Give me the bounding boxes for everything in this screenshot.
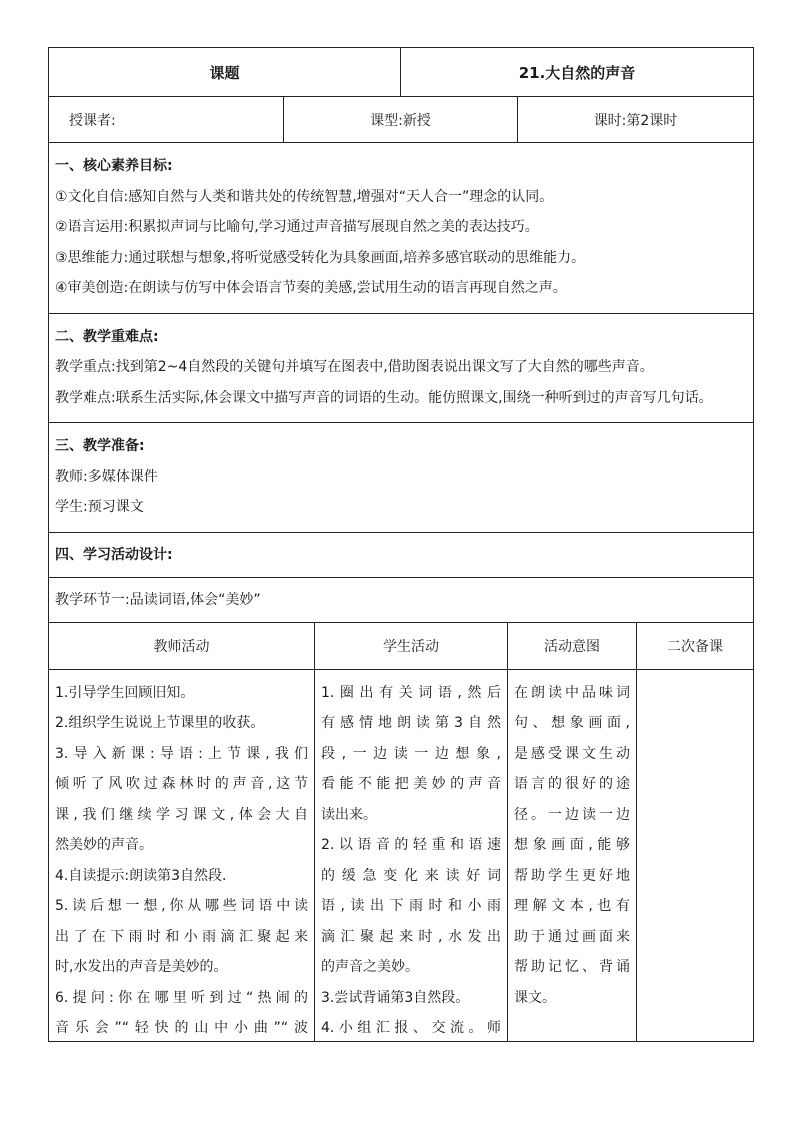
student-activity-cell	[315, 670, 508, 1041]
goal-item: ③思维能力:通过联想与想象,将听觉感受转化为具象画面,培养多感官联动的思维能力。	[55, 249, 586, 266]
activity-design-heading: 四、学习活动设计:	[49, 533, 753, 578]
info-row	[49, 97, 753, 143]
teacher-line: 倾听了风吹过森林时的声音,这节	[55, 776, 308, 792]
teaching-focus: 教学重点:找到第2~4自然段的关键句并填写在图表中,借助图表说出课文写了大自然的哪些声音。	[55, 359, 654, 375]
col-second-prep: 二次备课	[667, 638, 723, 655]
teacher-line: 5.读后想一想,你从哪些词语中读	[55, 898, 308, 914]
intent-line: 是感受课文生动	[514, 745, 630, 762]
teacher-activity-cell	[49, 670, 315, 1041]
teacher-line: 然美妙的声音。	[55, 837, 153, 853]
segment-title: 教学环节一:品读词语,体会“美妙”	[49, 578, 753, 623]
goals-section	[49, 143, 753, 314]
teacher-line: 课,我们继续学习课文,体会大自	[55, 806, 308, 823]
teacher-line: 2.组织学生说说上节课里的收获。	[55, 715, 265, 731]
student-line: 的声音之美妙。	[321, 959, 419, 975]
teacher-line: 出了在下雨时和小雨滴汇聚起来	[55, 928, 308, 945]
teacher-line: 3.导入新课:导语:上节课,我们	[55, 745, 308, 762]
lesson-period: 课时:第2课时	[593, 112, 678, 129]
intent-line: 语言的很好的途	[514, 776, 630, 792]
preparation-teacher: 教师:多媒体课件	[55, 468, 158, 485]
goal-item: ②语言运用:积累拟声词与比喻句,学习通过声音描写展现自然之美的表达技巧。	[55, 219, 539, 235]
student-line: 语,读出下雨时和小雨	[321, 898, 501, 914]
teacher-line: 时,水发出的声音是美妙的。	[55, 959, 228, 975]
col-activity-intent: 活动意图	[508, 623, 637, 669]
student-line: 3.尝试背诵第3自然段。	[321, 989, 470, 1006]
topic-label: 课题	[49, 48, 401, 96]
intent-line: 理解文本,也有	[514, 898, 630, 914]
student-line: 段,一边读一边想象,	[321, 745, 501, 762]
intent-line: 在朗读中品味词	[514, 684, 630, 701]
intent-line: 助于通过画面来	[514, 928, 630, 945]
lesson-plan-table	[48, 47, 754, 1042]
preparation-student: 学生:预习课文	[55, 499, 144, 515]
student-line: 4.小组汇报、交流。师	[321, 1020, 501, 1036]
intent-line: 径。一边读一边	[514, 806, 630, 823]
goals-heading: 一、核心素养目标:	[55, 158, 173, 174]
teacher-line: 1.引导学生回顾旧知。	[55, 684, 195, 701]
student-line: 2.以语音的轻重和语速	[321, 837, 501, 853]
student-line: 读出来。	[321, 806, 377, 823]
col-student-activity: 学生活动	[315, 623, 508, 669]
student-line: 看能不能把美妙的声音	[321, 776, 501, 792]
student-line: 滴汇聚起来时,水发出	[321, 928, 501, 945]
teacher-label: 授课者:	[49, 97, 284, 142]
goal-item: ④审美创造:在朗读与仿写中体会语言节奏的美感,尝试用生动的语言再现自然之声。	[55, 280, 567, 296]
teacher-line: 音乐会”“轻快的山中小曲”“波	[55, 1020, 308, 1036]
teacher-line: 4.自读提示:朗读第3自然段.	[55, 867, 227, 884]
intent-line: 句、想象画面,	[514, 715, 630, 731]
intent-line: 帮助学生更好地	[514, 867, 630, 884]
student-line: 1.圈出有关词语,然后	[321, 684, 501, 701]
intent-line: 课文。	[514, 989, 556, 1006]
teaching-difficulty: 教学难点:联系生活实际,体会课文中描写声音的词语的生动。能仿照课文,围绕一种听到过的声音写几句话。	[55, 389, 713, 406]
goal-item: ①文化自信:感知自然与人类和谐共处的传统智慧,增强对“天人合一”理念的认同。	[55, 188, 554, 205]
topic-row	[49, 48, 753, 97]
topic-value: 21.大自然的声音	[518, 63, 636, 82]
activity-intent-cell	[508, 670, 637, 1041]
intent-line: 帮助记忆、背诵	[514, 959, 630, 975]
student-line: 有感情地朗读第3自然	[321, 715, 501, 731]
activity-body-row	[49, 670, 753, 1041]
lesson-type: 课型:新授	[284, 97, 518, 142]
preparation-section	[49, 423, 753, 533]
student-line: 的缓急变化来读好词	[321, 867, 501, 884]
keypoints-heading: 二、教学重难点:	[55, 328, 159, 345]
col-teacher-activity: 教师活动	[49, 623, 315, 669]
second-prep-cell	[637, 670, 753, 1041]
keypoints-section	[49, 314, 753, 424]
preparation-heading: 三、教学准备:	[55, 438, 145, 454]
intent-line: 想象画面,能够	[514, 837, 630, 853]
teacher-line: 6.提问:你在哪里听到过“热闹的	[55, 989, 308, 1006]
column-header-row	[49, 623, 753, 670]
